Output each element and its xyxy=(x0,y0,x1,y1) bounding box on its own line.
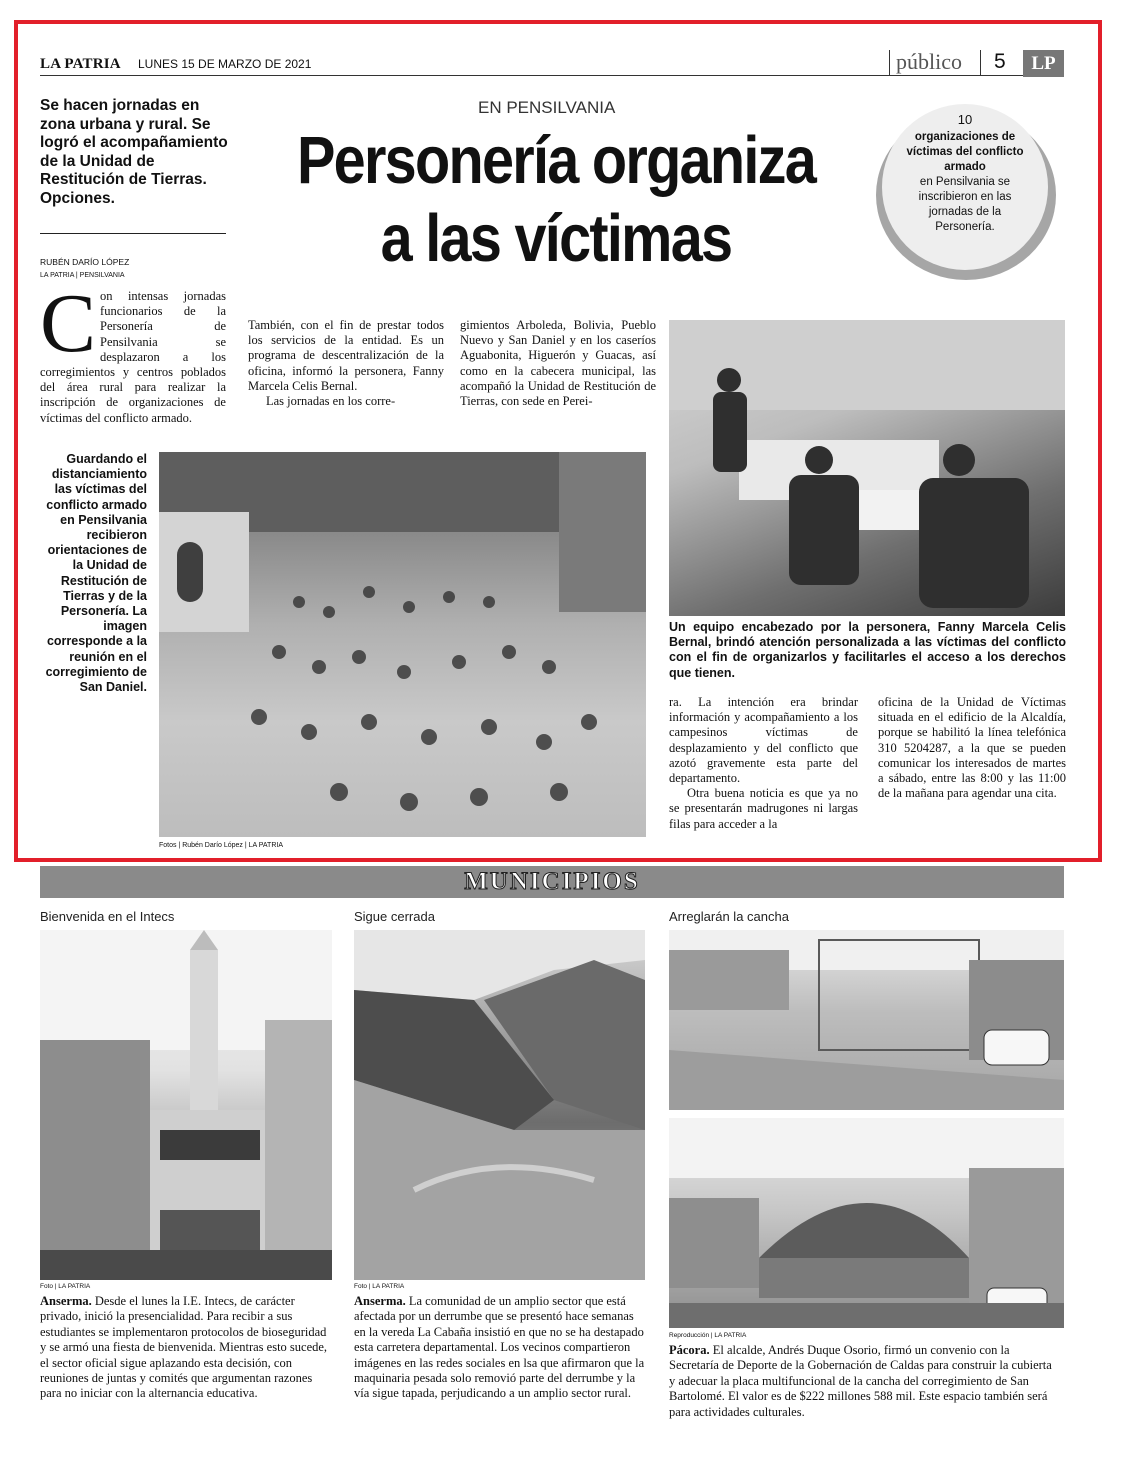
body-column-4 xyxy=(669,695,858,832)
photo-credit: Foto | LA PATRIA xyxy=(354,1283,405,1290)
landslide-photo xyxy=(354,930,645,1280)
municipios-title: MUNICIPIOS xyxy=(464,868,640,895)
byline: RUBÉN DARÍO LÓPEZ xyxy=(40,257,130,267)
news-brief-heading: Bienvenida en el Intecs xyxy=(40,909,175,924)
section-divider xyxy=(889,50,890,76)
body-column-3 xyxy=(460,318,656,409)
body-text-1: on intensas jornadas funcionarios de la Personería de Pensilvania se desplazaron a los corregimientos y centros poblados del área rural para realizar la inscripción de organizaciones de víctimas del conflicto armado. xyxy=(40,289,226,425)
news-brief-place: Pácora. xyxy=(669,1343,710,1357)
masthead: LA PATRIA xyxy=(40,56,121,72)
body-text-4b: Otra buena noticia es que ya no se presentarán madrugones ni largas filas para acceder a la xyxy=(669,786,858,831)
news-brief-text xyxy=(40,1294,332,1402)
photo-credit: Fotos | Rubén Darío López | LA PATRIA xyxy=(159,842,283,849)
photo-credit: Foto | LA PATRIA xyxy=(40,1283,91,1290)
lede-rule xyxy=(40,233,226,234)
news-brief-body: La comunidad de un amplio sector que está afectada por un derrumbe que se presentó hace semanas en la vereda La Cabaña insistió en que no se ha destapado esta carretera departamental. Los vecinos compartieron imágenes en las redes sociales en lsa que afirmaron que la maquinaria pesada solo removió parte del derrumbe y la vía sigue tapada, perjudicando a un amplio sector rural. xyxy=(354,1294,645,1401)
news-brief-body: Desde el lunes la I.E. Intecs, de carácter privado, inició la presencialidad. Para recibir a sus estudiantes se implementaron protocolos de bioseguridad y se armó una fiesta de bienvenida. Mientras esto sucede, el sector oficial sigue aplazando esta decisión, con reuniones de juntas y comités que argumentan razones para no iniciar con la alternancia educativa. xyxy=(40,1294,328,1401)
body-column-2 xyxy=(248,318,444,409)
court-photo-after xyxy=(669,1118,1064,1328)
section-divider xyxy=(980,50,981,76)
news-brief-text xyxy=(669,1343,1059,1420)
section-name: público xyxy=(896,49,962,74)
body-text-4a: ra. La intención era brindar información y acompañamiento a los campesinos víctimas de desplazamiento y del conflicto que azotó gravemente esta parte del departamento. xyxy=(669,695,858,786)
photo-credit: Reproducción | LA PATRIA xyxy=(669,1332,747,1339)
news-brief-place: Anserma. xyxy=(354,1294,406,1308)
team-photo xyxy=(669,320,1065,616)
photo-side-caption: Guardando el distanciamiento las víctimas del conflicto armado en Pensilvania recibieron orientaciones de la Unidad de Restitución de Tierras y de la Personería. La imagen corresponde a la reunión en el corregimiento de San Daniel. xyxy=(45,452,147,695)
news-brief-body: El alcalde, Andrés Duque Osorio, firmó un convenio con la Secretaría de Deporte de la Gobernación de Caldas para construir la cubierta y adecuar la placa multifuncional de la cancha del corregimiento de San Bartolomé. El valor es de $222 millones 588 mil. Este espacio también será para actividades culturales. xyxy=(669,1343,1052,1419)
headline-line-1: Personería organiza xyxy=(296,123,816,198)
body-text-5: oficina de la Unidad de Víctimas situada en el edificio de la Alcaldía, porque se habilitó la línea telefónica 310 5204287, a la que se pueden comunicar los interesados de martes a sábado, entre las 8:00 y las 11:00 de la mañana para agendar una cita. xyxy=(878,695,1066,801)
church-photo xyxy=(40,930,332,1280)
page-number: 5 xyxy=(994,50,1006,73)
dateline: LA PATRIA | PENSILVANIA xyxy=(40,272,125,279)
headline xyxy=(289,122,822,278)
headline-line-2: a las víctimas xyxy=(380,201,732,276)
body-column-5 xyxy=(878,695,1066,801)
news-brief-heading: Arreglarán la cancha xyxy=(669,909,789,924)
news-brief-heading: Sigue cerrada xyxy=(354,909,435,924)
body-text-2a: También, con el fin de prestar todos los servicios de la entidad. Es un programa de descentralización de la oficina, informó la personera, Fanny Marcela Celis Bernal. xyxy=(248,318,444,393)
stat-bold-text: organizaciones de víctimas del conflicto armado xyxy=(906,131,1024,173)
page-date: LUNES 15 DE MARZO DE 2021 xyxy=(138,57,312,71)
stat-rest-text: en Pensilvania se inscribieron en las jornadas de la Personería. xyxy=(918,176,1012,233)
body-text-2b: Las jornadas en los corre- xyxy=(266,394,396,409)
lp-logo: LP xyxy=(1023,50,1064,77)
stat-number: 10 xyxy=(957,112,973,127)
header-rule xyxy=(40,75,1064,76)
news-brief-text xyxy=(354,1294,645,1402)
body-text-3: gimientos Arboleda, Bolivia, Pueblo Nuevo y San Daniel y en los caseríos Aguabonita, Higuerón y Guacas, así como en la cabecera municipal, las acompañó la Unidad de Restitución de Tierras, con sede en Perei- xyxy=(460,318,656,409)
body-column-1 xyxy=(40,277,226,426)
crowd-photo xyxy=(159,452,646,837)
kicker: EN PENSILVANIA xyxy=(478,98,616,117)
article-lede: Se hacen jornadas en zona urbana y rural. Se logró el acompañamiento de la Unidad de Restitución de Tierras. Opciones. xyxy=(40,97,228,207)
team-photo-caption: Un equipo encabezado por la personera, Fanny Marcela Celis Bernal, brindó atención personalizada a las víctimas del conflicto con el fin de organizarlos y facilitarles el acceso a los derechos que tienen. xyxy=(669,620,1066,680)
stat-circle xyxy=(882,104,1048,270)
court-photo-before xyxy=(669,930,1064,1110)
news-brief-place: Anserma. xyxy=(40,1294,92,1308)
dropcap: C xyxy=(40,277,97,370)
